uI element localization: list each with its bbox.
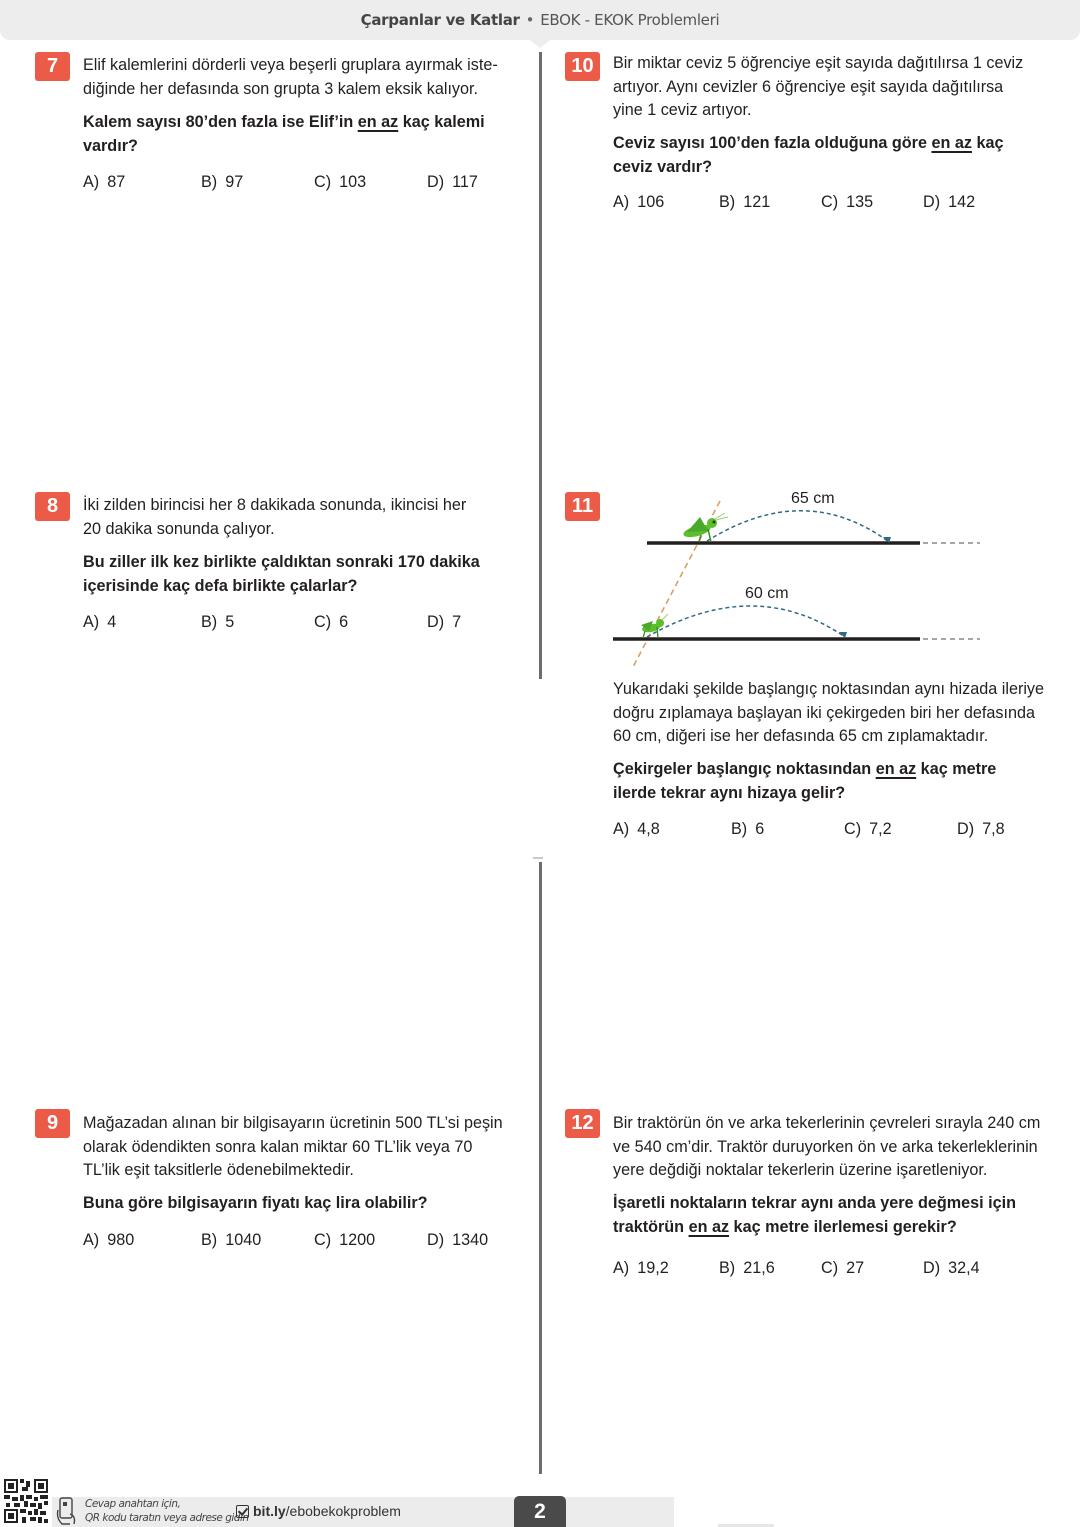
text-line: 20 dakika sonunda çalıyor. xyxy=(83,519,275,538)
answer-choices xyxy=(613,1259,1053,1283)
question-number-badge: 11 xyxy=(565,492,600,521)
page-header xyxy=(0,0,1080,40)
text-line: TL’lik eşit taksitlerle ödenebilmektedir. xyxy=(83,1161,354,1179)
grasshopper-icon xyxy=(682,513,728,542)
choice-a[interactable]: A) 4,8 xyxy=(613,820,660,838)
answer-choices xyxy=(613,193,1053,217)
choice-c[interactable]: C) 103 xyxy=(314,173,367,191)
bottom-jump-label: 60 cm xyxy=(745,585,789,602)
text-line: artıyor. Aynı cevizler 6 öğrenciye eşit sayıda dağıtılırsa xyxy=(613,77,1004,96)
choice-b[interactable]: B) 121 xyxy=(719,193,771,211)
question-prompt: Ceviz sayısı 100’den fazla olduğuna göre en az kaç ceviz vardır? xyxy=(613,134,1004,176)
choice-d[interactable]: D) 117 xyxy=(427,173,478,191)
choice-a[interactable]: A) 4 xyxy=(83,613,117,631)
question-number-badge: 10 xyxy=(565,52,600,81)
choice-a[interactable]: A) 980 xyxy=(83,1231,135,1249)
question-number-badge: 12 xyxy=(565,1109,600,1138)
question-prompt: Kalem sayısı 80’den fazla ise Elif’in en az kaç kalemi vardır? xyxy=(83,113,485,155)
qr-code-icon[interactable] xyxy=(4,1479,48,1523)
choice-b[interactable]: B) 6 xyxy=(731,820,765,838)
choice-b[interactable]: B) 21,6 xyxy=(719,1259,775,1277)
question-body xyxy=(613,1112,1063,1183)
choice-a[interactable]: A) 106 xyxy=(613,193,665,211)
text-line: 60 cm, diğeri ise her defasında 65 cm zıplamaktadır. xyxy=(613,727,989,745)
diagram-graphic xyxy=(605,485,995,670)
top-jump-label: 65 cm xyxy=(791,490,835,507)
choice-b[interactable]: B) 97 xyxy=(201,173,244,191)
chapter-title: Çarpanlar ve Katlar xyxy=(360,11,520,29)
answer-key-link[interactable]: bit.ly /ebobekokproblem xyxy=(236,1503,401,1519)
answer-choices xyxy=(83,173,523,197)
choice-c[interactable]: C) 7,2 xyxy=(844,820,892,838)
answer-key-note: Cevap anahtarı için, QR kodu taratın veya adrese gidin xyxy=(85,1498,249,1524)
text-line: yere değdiği noktalar tekerlerin üzerine işaretleniyor. xyxy=(613,1161,988,1179)
answer-choices xyxy=(613,820,1053,844)
choice-c[interactable]: C) 6 xyxy=(314,613,349,631)
question-number-badge: 9 xyxy=(35,1109,70,1138)
text-line: olarak ödendikten sonra kalan miktar 60 TL’lik veya 70 xyxy=(83,1137,473,1156)
emphasis-underline: en az xyxy=(875,760,917,778)
checkbox-icon xyxy=(236,1505,249,1518)
divider-tick xyxy=(533,857,543,859)
choice-a[interactable]: A) 87 xyxy=(83,173,126,191)
choice-c[interactable]: C) 27 xyxy=(821,1259,865,1277)
column-divider-bottom xyxy=(539,862,542,1474)
choice-d[interactable]: D) 32,4 xyxy=(923,1259,980,1277)
emphasis-underline: en az xyxy=(357,113,399,131)
text-line: ve 540 cm’dir. Traktör duruyorken ön ve arka tekerleklerinin xyxy=(613,1137,1038,1156)
choice-c[interactable]: C) 135 xyxy=(821,193,874,211)
choice-d[interactable]: D) 142 xyxy=(923,193,976,211)
phone-scan-icon xyxy=(56,1496,80,1526)
question-prompt: Bu ziller ilk kez birlikte çaldıktan sonraki 170 dakika içerisinde kaç defa birlikte çalarlar? xyxy=(83,553,480,595)
header-notch xyxy=(530,40,550,48)
choice-b[interactable]: B) 5 xyxy=(201,613,235,631)
text-line: Elif kalemlerini dörderli veya beşerli gruplara ayırmak iste- xyxy=(83,56,498,74)
text-line: Mağazadan alınan bir bilgisayarın ücretinin 500 TL’si peşin xyxy=(83,1114,503,1132)
text-line: Bir traktörün ön ve arka tekerlerinin çevreleri sırayla 240 cm xyxy=(613,1114,1041,1132)
text-line: diğinde her defasında son grupta 3 kalem eksik kalıyor. xyxy=(83,79,479,98)
choice-d[interactable]: D) 7,8 xyxy=(957,820,1005,838)
question-body xyxy=(613,678,1063,749)
page-number: 2 xyxy=(514,1496,566,1527)
choice-d[interactable]: D) 1340 xyxy=(427,1231,489,1249)
text-line: İki zilden birincisi her 8 dakikada sonunda, ikincisi her xyxy=(83,496,467,514)
emphasis-underline: en az xyxy=(931,134,972,152)
answer-choices xyxy=(83,1231,523,1255)
question-prompt: Çekirgeler başlangıç noktasından en az kaç metre ilerde tekrar aynı hizaya gelir? xyxy=(613,760,997,802)
grasshopper-icon xyxy=(641,614,668,638)
grasshopper-jump-diagram xyxy=(605,485,995,670)
text-line: Bir miktar ceviz 5 öğrenciye eşit sayıda dağıtılırsa 1 ceviz xyxy=(613,54,1024,72)
choice-b[interactable]: B) 1040 xyxy=(201,1231,262,1249)
question-prompt: Buna göre bilgisayarın fiyatı kaç lira olabilir? xyxy=(83,1194,428,1212)
question-body xyxy=(83,494,523,541)
text-line: yine 1 ceviz artıyor. xyxy=(613,101,752,119)
question-prompt: İşaretli noktaların tekrar aynı anda yere değmesi için traktörün en az kaç metre ilerlemesi gerekir? xyxy=(613,1194,1017,1236)
text-line: Yukarıdaki şekilde başlangıç noktasından aynı hizada ileriye xyxy=(613,680,1045,698)
choice-a[interactable]: A) 19,2 xyxy=(613,1259,669,1277)
emphasis-underline: en az xyxy=(688,1217,730,1236)
question-number-badge: 7 xyxy=(35,52,70,81)
question-number-badge: 8 xyxy=(35,492,70,521)
text-line: doğru zıplamaya başlayan iki çekirgeden biri her defasında xyxy=(613,703,1036,722)
choice-d[interactable]: D) 7 xyxy=(427,613,462,631)
choice-c[interactable]: C) 1200 xyxy=(314,1231,376,1249)
question-body xyxy=(613,52,1053,123)
answer-choices xyxy=(83,613,523,637)
column-divider-top xyxy=(539,52,542,679)
question-body xyxy=(83,54,523,101)
topic-title: EBOK - EKOK Problemleri xyxy=(540,11,720,29)
question-body xyxy=(83,1112,533,1183)
header-separator: • xyxy=(525,11,535,29)
